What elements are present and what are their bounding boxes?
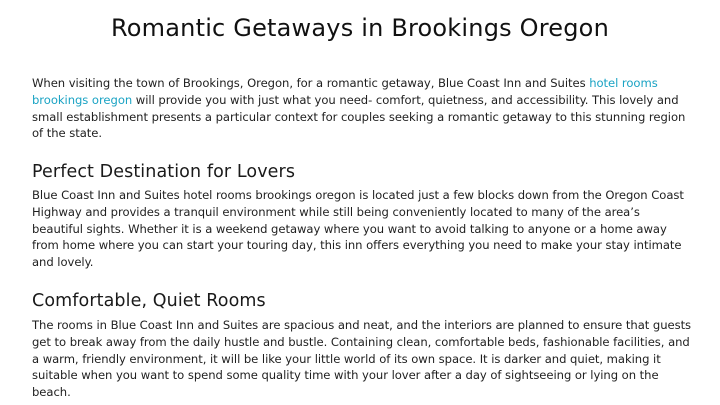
section-heading-rooms: Comfortable, Quiet Rooms [32, 291, 266, 311]
intro-text-after: will provide you with just what you need- comfort, quietness, and accessibility. This lovely and small establishment presents a particular context for couples seeking a romantic getaway to this stunning region of the state. [32, 92, 686, 141]
intro-text-before: When visiting the town of Brookings, Oregon, for a romantic getaway, Blue Coast Inn and Suites [32, 76, 590, 90]
section-heading-destination-wrap [32, 161, 692, 183]
section-body-rooms-wrap [32, 317, 692, 401]
hotel-rooms-link[interactable]: hotel rooms brookings oregon [32, 76, 658, 107]
section-body-destination: Blue Coast Inn and Suites hotel rooms brookings oregon is located just a few blocks down from the Oregon Coast Highway and provides a tranquil environment while still being conveniently located to many of the area’s beautiful sights. Whether it is a weekend getaway where you want to avoid talking to anyone or a home away from home where you can start your touring day, this inn offers everything you need to make your stay intimate and lovely. [32, 188, 684, 270]
intro-section [32, 75, 692, 142]
page-title: Romantic Getaways in Brookings Oregon [111, 14, 609, 42]
section-heading-rooms-wrap [32, 290, 692, 312]
section-body-rooms: The rooms in Blue Coast Inn and Suites are spacious and neat, and the interiors are planned to ensure that guests get to break away from the daily hustle and bustle. Containing clean, comfortable beds, fashionable facilities, and a warm, friendly environment, it will be like your little world of its own space. It is darker and quiet, making it suitable when you want to spend some quality time with your lover after a day of sightseeing or lying on the beach. [32, 318, 692, 400]
section-body-destination-wrap [32, 187, 692, 271]
intro-paragraph [32, 75, 692, 142]
section-heading-destination: Perfect Destination for Lovers [32, 162, 296, 182]
